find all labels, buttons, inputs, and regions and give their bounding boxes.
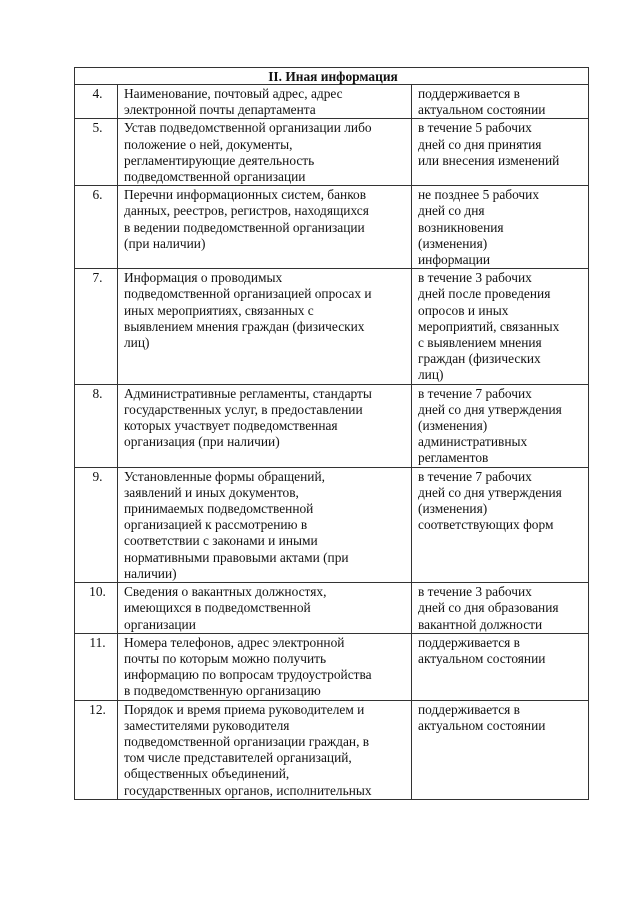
row-deadline-line: в течение 7 рабочих xyxy=(418,468,532,484)
row-deadline-line: возникновения xyxy=(418,219,504,235)
row-description-line: заместителями руководителя xyxy=(124,717,290,733)
row-deadline-line: дней со дня xyxy=(418,203,485,219)
row-description-line: Перечни информационных систем, банков xyxy=(124,187,367,203)
row-description-line: Сведения о вакантных должностях, xyxy=(124,584,327,600)
row-number: 10. xyxy=(75,583,118,634)
row-deadline xyxy=(412,700,589,799)
row-number: 9. xyxy=(75,467,118,582)
row-description-line: (при наличии) xyxy=(124,235,206,251)
row-deadline-line: (изменения) xyxy=(418,235,488,251)
row-description-line: подведомственной организации граждан, в xyxy=(124,733,370,749)
row-description-line: соответствии с законами и иными xyxy=(124,533,318,549)
row-deadline-line: с выявлением мнения xyxy=(418,335,542,351)
row-deadline-line: не позднее 5 рабочих xyxy=(418,187,540,203)
row-deadline-line: в течение 3 рабочих xyxy=(418,270,532,286)
row-description-line: заявлений и иных документов, xyxy=(124,484,299,500)
row-deadline-line: дней со дня образования xyxy=(418,600,559,616)
row-description-line: информацию по вопросам трудоустройства xyxy=(124,667,372,683)
row-description-line: принимаемых подведомственной xyxy=(124,501,314,517)
row-description-line: Номера телефонов, адрес электронной xyxy=(124,634,345,650)
section-title: II. Иная информация xyxy=(75,68,589,85)
row-description-line: государственных органов, исполнительных xyxy=(124,782,372,798)
row-description-line: общественных объединений, xyxy=(124,766,290,782)
row-deadline-line: актуальном состоянии xyxy=(418,650,546,666)
row-deadline-line: информации xyxy=(418,252,491,268)
table-row xyxy=(75,269,589,384)
row-description-line: регламентирующие деятельность xyxy=(124,152,315,168)
table-row xyxy=(75,85,589,119)
row-description-line: в ведении подведомственной организации xyxy=(124,219,365,235)
table-row xyxy=(75,119,589,186)
row-number: 7. xyxy=(75,269,118,384)
table-row xyxy=(75,467,589,582)
row-deadline xyxy=(412,583,589,634)
row-deadline-line: административных xyxy=(418,434,528,450)
row-description-line: выявлением мнения граждан (физических xyxy=(124,318,365,334)
info-table xyxy=(74,67,589,800)
row-number: 4. xyxy=(75,85,118,119)
row-deadline-line: соответствующих форм xyxy=(418,517,554,533)
row-description-line: подведомственной организации xyxy=(124,169,306,185)
row-deadline xyxy=(412,119,589,186)
table-row xyxy=(75,186,589,269)
table-row xyxy=(75,700,589,799)
row-deadline-line: вакантной должности xyxy=(418,616,543,632)
row-description-line: подведомственной организацией опросах и xyxy=(124,286,372,302)
row-deadline-line: (изменения) xyxy=(418,501,488,517)
row-deadline-line: дней со дня утверждения xyxy=(418,401,562,417)
row-deadline-line: актуальном состоянии xyxy=(418,717,546,733)
table-body xyxy=(75,68,589,800)
row-description-line: Наименование, почтовый адрес, адрес xyxy=(124,86,343,101)
row-description-line: Информация о проводимых xyxy=(124,270,283,286)
row-description-line: Порядок и время приема руководителем и xyxy=(124,701,365,717)
table-row xyxy=(75,633,589,700)
row-description xyxy=(118,85,412,119)
row-description-line: организация (при наличии) xyxy=(124,434,280,450)
row-description-line: государственных услуг, в предоставлении xyxy=(124,401,363,417)
row-deadline-line: дней со дня принятия xyxy=(418,136,542,152)
row-deadline xyxy=(412,467,589,582)
row-deadline xyxy=(412,186,589,269)
row-description-line: в подведомственную организацию xyxy=(124,683,321,699)
row-description xyxy=(118,186,412,269)
row-description-line: нормативными правовыми актами (при xyxy=(124,549,349,565)
row-description-line: которых участвует подведомственная xyxy=(124,418,338,434)
row-description-line: лиц) xyxy=(124,335,150,351)
row-description xyxy=(118,384,412,467)
row-description-line: организацией к рассмотрению в xyxy=(124,517,308,533)
row-deadline-line: дней после проведения xyxy=(418,286,551,302)
row-description xyxy=(118,700,412,799)
row-description-line: организации xyxy=(124,616,196,632)
row-description xyxy=(118,467,412,582)
row-deadline-line: регламентов xyxy=(418,450,489,466)
table-row xyxy=(75,583,589,634)
row-description-line: электронной почты департамента xyxy=(124,102,316,118)
row-description-line: имеющихся в подведомственной xyxy=(124,600,311,616)
row-description-line: данных, реестров, регистров, находящихся xyxy=(124,203,369,219)
row-deadline-line: поддерживается в xyxy=(418,634,520,650)
row-deadline xyxy=(412,384,589,467)
row-deadline xyxy=(412,85,589,119)
row-description-line: иных мероприятиях, связанных с xyxy=(124,302,314,318)
row-description xyxy=(118,633,412,700)
row-description xyxy=(118,583,412,634)
row-deadline-line: в течение 3 рабочих xyxy=(418,584,532,600)
row-number: 12. xyxy=(75,700,118,799)
table-row xyxy=(75,384,589,467)
row-deadline-line: актуальном состоянии xyxy=(418,102,546,118)
row-description-line: том числе представителей организаций, xyxy=(124,750,352,766)
row-deadline-line: поддерживается в xyxy=(418,701,520,717)
row-number: 11. xyxy=(75,633,118,700)
row-deadline-line: поддерживается в xyxy=(418,86,520,101)
row-description-line: Установленные формы обращений, xyxy=(124,468,325,484)
row-number: 6. xyxy=(75,186,118,269)
row-deadline-line: опросов и иных xyxy=(418,302,509,318)
row-deadline xyxy=(412,269,589,384)
row-description-line: почты по которым можно получить xyxy=(124,650,327,666)
row-deadline-line: в течение 7 рабочих xyxy=(418,385,532,401)
row-deadline-line: граждан (физических xyxy=(418,351,541,367)
row-number: 5. xyxy=(75,119,118,186)
row-deadline xyxy=(412,633,589,700)
row-deadline-line: лиц) xyxy=(418,367,444,383)
row-deadline-line: в течение 5 рабочих xyxy=(418,120,532,136)
row-description-line: Административные регламенты, стандарты xyxy=(124,385,372,401)
row-description-line: Устав подведомственной организации либо xyxy=(124,120,372,136)
section-header-row xyxy=(75,68,589,85)
row-description xyxy=(118,119,412,186)
row-deadline-line: или внесения изменений xyxy=(418,152,560,168)
row-deadline-line: дней со дня утверждения xyxy=(418,484,562,500)
row-deadline-line: мероприятий, связанных xyxy=(418,318,560,334)
row-number: 8. xyxy=(75,384,118,467)
row-description-line: положение о ней, документы, xyxy=(124,136,293,152)
row-description xyxy=(118,269,412,384)
row-description-line: наличии) xyxy=(124,565,177,581)
row-deadline-line: (изменения) xyxy=(418,418,488,434)
